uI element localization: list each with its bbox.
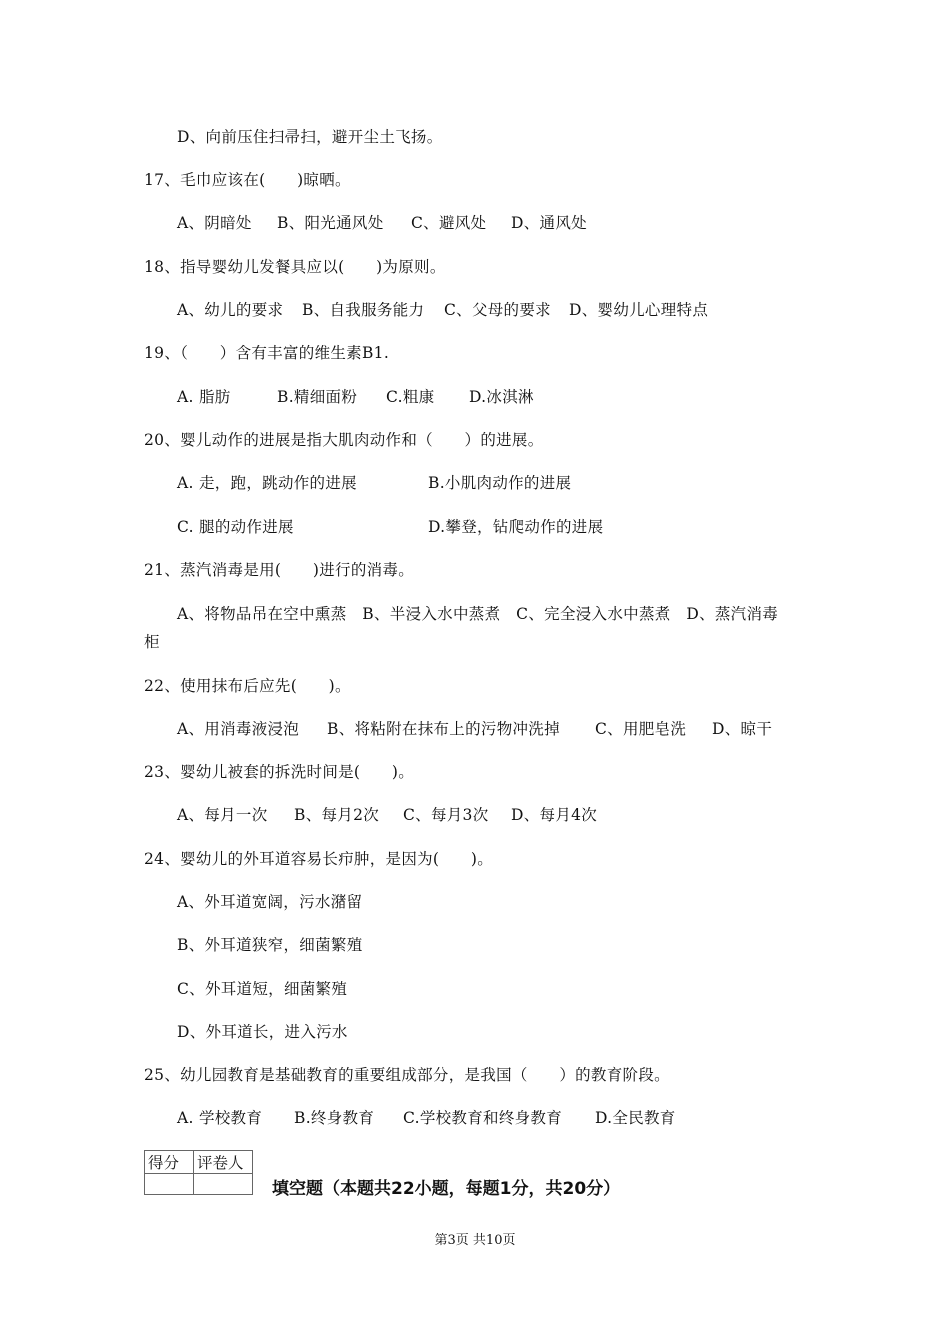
q25-option-d: D.全民教育 [595,1109,676,1127]
q18-option-c: C、父母的要求 [444,301,551,319]
q19-option-d: D.冰淇淋 [469,388,534,406]
q25-stem: 25、幼儿园教育是基础教育的重要组成部分，是我国（ ）的教育阶段。 [144,1066,670,1084]
q20-option-d: D.攀登，钻爬动作的进展 [428,518,604,536]
q20-option-c: C. 腿的动作进展 [177,518,294,536]
q18-option-d: D、婴幼儿心理特点 [569,301,709,319]
grader-header: 评卷人 [194,1151,253,1174]
q17-stem: 17、毛巾应该在( )晾晒。 [144,171,351,189]
q18-stem: 18、指导婴幼儿发餐具应以( )为原则。 [144,258,446,276]
q24-stem: 24、婴幼儿的外耳道容易长疖肿，是因为( )。 [144,850,494,868]
q17-option-d: D、通风处 [511,214,587,232]
q23-option-b: B、每月2次 [294,806,380,824]
q25-option-b: B.终身教育 [294,1109,375,1127]
q22-option-c: C、用肥皂洗 [595,720,687,738]
q20-option-b: B.小肌肉动作的进展 [428,474,572,492]
q24-option-a: A、外耳道宽阔，污水潴留 [177,893,363,911]
score-cell [145,1174,194,1195]
q18-option-a: A、幼儿的要求 [177,301,284,319]
q21-stem: 21、蒸汽消毒是用( )进行的消毒。 [144,561,415,579]
q19-option-c: C.粗康 [386,388,435,406]
q23-option-c: C、每月3次 [403,806,489,824]
section-title: 填空题（本题共22小题，每题1分，共20分） [272,1179,621,1199]
q20-option-a: A. 走，跑，跳动作的进展 [177,474,357,492]
q22-option-d: D、晾干 [712,720,773,738]
q25-option-a: A. 学校教育 [177,1109,263,1127]
page-footer: 第3页 共10页 [434,1233,516,1248]
q19-option-a: A. 脂肪 [177,388,231,406]
q23-option-a: A、每月一次 [177,806,268,824]
q23-stem: 23、婴幼儿被套的拆洗时间是( )。 [144,763,415,781]
score-table [144,1150,253,1195]
q23-option-d: D、每月4次 [511,806,598,824]
q25-option-c: C.学校教育和终身教育 [403,1109,563,1127]
q17-option-a: A、阴暗处 [177,214,252,232]
q17-option-b: B、阳光通风处 [277,214,384,232]
q17-option-c: C、避风处 [411,214,487,232]
q21-options: A、将物品吊在空中熏蒸 B、半浸入水中蒸煮 C、完全浸入水中蒸煮 D、蒸汽消毒 [177,605,779,623]
q22-option-a: A、用消毒液浸泡 [177,720,300,738]
grader-cell [194,1174,253,1195]
q24-option-b: B、外耳道狭窄，细菌繁殖 [177,936,363,954]
q19-stem: 19、（ ）含有丰富的维生素B1. [144,344,390,362]
q22-option-b: B、将粘附在抹布上的污物冲洗掉 [327,720,560,738]
q24-option-c: C、外耳道短，细菌繁殖 [177,980,348,998]
q24-option-d: D、外耳道长，进入污水 [177,1023,348,1041]
q21-options-continued: 柜 [144,633,160,651]
q16-option-d: D、向前压住扫帚扫，避开尘土飞扬。 [177,128,443,146]
q18-option-b: B、自我服务能力 [302,301,425,319]
score-header: 得分 [145,1151,194,1174]
q22-stem: 22、使用抹布后应先( )。 [144,677,351,695]
q19-option-b: B.精细面粉 [277,388,358,406]
q20-stem: 20、婴儿动作的进展是指大肌肉动作和（ ）的进展。 [144,431,544,449]
